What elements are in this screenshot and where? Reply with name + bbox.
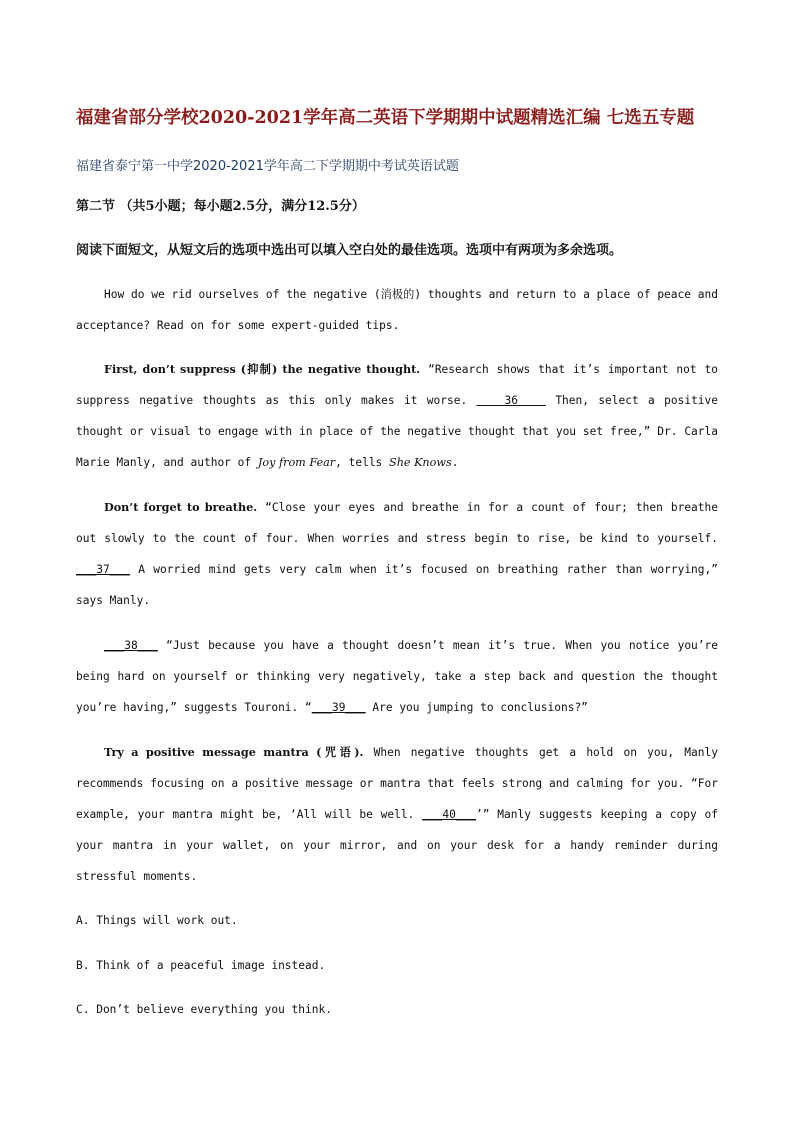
paragraph-2-lead: First, don’t suppress (抑制) the negative thought. [104,362,421,376]
book-title: Joy from Fear [257,456,336,469]
paragraph-2-text-d: . [451,456,459,469]
blank-39[interactable]: ___39___ [311,701,366,714]
paragraph-1-text: How do we rid ourselves of the negative (消极的) thoughts and return to a place of peace and acceptance? Read on for some expert-guided tips. [76,288,718,332]
option-a[interactable]: A. Things will work out. [76,914,238,927]
paragraph-3 [76,492,718,616]
paragraph-5-text-b: ’” Manly suggests keeping a copy of your mantra in your wallet, on your mirror, and on your desk for a handy reminder during stressful moments. [76,808,718,883]
option-c[interactable]: C. Don’t believe everything you think. [76,1003,332,1016]
paragraph-4-text-b: Are you jumping to conclusions?” [365,701,588,714]
document-title: 福建省部分学校2020-2021学年高二英语下学期期中试题精选汇编 七选五专题 [76,108,695,128]
blank-40[interactable]: ___40___ [422,808,477,821]
publication-name: She Knows [389,456,452,469]
paragraph-4-text-a: “Just because you have a thought doesn’t mean it’s true. When you notice you’re being hard on yourself or thinking very negatively, take a step back and question the thought you’re having,” suggests Touroni. “ [76,639,718,714]
paragraph-2-text-b: Then, select a positive thought or visual to engage with in place of the negative thought that you set free,” Dr. Carla Marie Manly, and author of [76,394,719,469]
paragraph-4 [76,630,718,723]
paragraph-3-text-b: A worried mind gets very calm when it’s focused on breathing rather than worrying,” says Manly. [76,563,718,607]
source-subtitle: 福建省泰宁第一中学2020-2021学年高二下学期期中考试英语试题 [76,159,459,174]
option-b[interactable]: B. Think of a peaceful image instead. [76,959,326,972]
paragraph-2-text-a: “Research shows that it’s important not to suppress negative thoughts as this only makes it worse. [76,363,718,407]
paragraph-5-lead: Try a positive message mantra (咒语). [104,745,364,759]
instructions: 阅读下面短文，从短文后的选项中选出可以填入空白处的最佳选项。选项中有两项为多余选项。 [76,243,623,258]
paragraph-3-lead: Don’t forget to breathe. [104,500,258,514]
paragraph-3-text-a: “Close your eyes and breathe in for a count of four; then breathe out slowly to the count of four. When worries and stress begin to rise, be kind to yourself. [76,501,718,545]
blank-38[interactable]: ___38___ [104,639,158,652]
section-heading: 第二节 （共5小题；每小题2.5分，满分12.5分） [76,199,365,214]
paragraph-1 [76,279,718,341]
paragraph-2 [76,354,718,478]
paragraph-5 [76,737,718,892]
blank-36[interactable]: 36 [476,394,546,407]
paragraph-5-text-a: When negative thoughts get a hold on you, Manly recommends focusing on a positive message or mantra that feels strong and calming for you. “For example, your mantra might be, ‘All will be well. [76,746,718,821]
paragraph-2-text-c: , tells [335,456,390,469]
blank-37[interactable]: ___37___ [76,563,130,576]
